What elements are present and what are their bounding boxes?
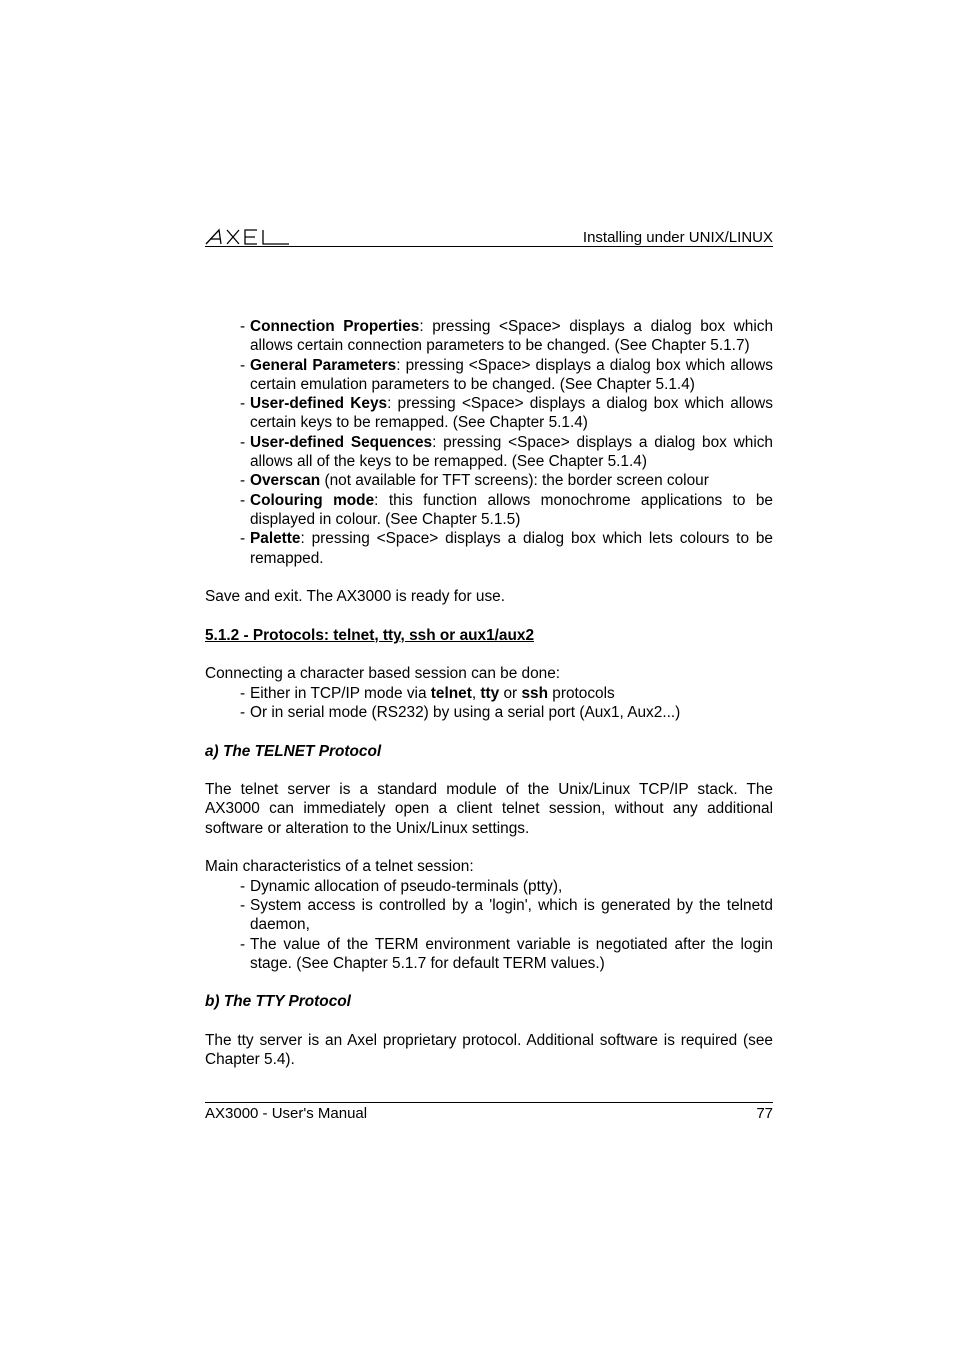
axel-logo-icon	[205, 226, 291, 246]
list-item: - The value of the TERM environment variable is negotiated after the login stage. (See Chapter 5.1.7 for default TERM values.)	[240, 935, 773, 972]
list-item: - Either in TCP/IP mode via telnet, tty or ssh protocols	[240, 684, 615, 702]
page-content	[205, 317, 773, 1070]
list-item: - General Parameters: pressing <Space> displays a dialog box which allows certain emulation parameters to be changed. (See Chapter 5.1.4)	[240, 356, 773, 393]
item-text: : pressing <Space> displays a dialog box which lets colours to be remapped.	[250, 530, 773, 567]
item-text: : this function allows monochrome applications to be displayed in colour. (See Chapter 5.1.5)	[250, 491, 773, 528]
list-item: - Dynamic allocation of pseudo-terminals (ptty),	[240, 877, 563, 895]
page-number: 77	[756, 1105, 773, 1122]
connect-intro: Connecting a character based session can be done:	[205, 665, 561, 683]
settings-list	[205, 317, 773, 568]
item-term: Palette	[250, 530, 301, 548]
telnet-heading: a) The TELNET Protocol	[205, 742, 382, 760]
item-term: Colouring mode	[250, 491, 375, 509]
list-item: - Palette: pressing <Space> displays a dialog box which lets colours to be remapped.	[240, 530, 773, 567]
tty-paragraph: The tty server is an Axel proprietary protocol. Additional software is required (see Chapter 5.4).	[205, 1031, 773, 1069]
footer-manual-title: AX3000 - User's Manual	[205, 1105, 368, 1122]
connect-list	[205, 684, 773, 723]
page-header	[205, 224, 773, 247]
list-item: - System access is controlled by a 'login', which is generated by the telnetd daemon,	[240, 896, 773, 934]
item-term: Connection Properties	[250, 318, 420, 335]
page-footer	[205, 1102, 773, 1122]
telnet-list	[205, 877, 773, 973]
list-item: - User-defined Keys: pressing <Space> displays a dialog box which allows certain keys to be remapped. (See Chapter 5.1.4)	[240, 395, 773, 432]
header-title: Installing under UNIX/LINUX	[582, 229, 773, 246]
item-text: : pressing <Space> displays a dialog box which allows certain keys to be remapped. (See Chapter 5.1.4)	[250, 395, 773, 432]
telnet-paragraph: The telnet server is a standard module of the Unix/Linux TCP/IP stack. The AX3000 can immediately open a client telnet session, without any additional software or alteration to the Unix/Linux settings.	[205, 781, 773, 837]
item-term: User-defined Keys	[250, 395, 388, 413]
telnet-characteristics-intro: Main characteristics of a telnet session:	[205, 858, 474, 876]
list-item: - Overscan (not available for TFT screens): the border screen colour	[240, 472, 709, 490]
list-item: - Or in serial mode (RS232) by using a serial port (Aux1, Aux2...)	[240, 703, 681, 721]
item-term: Overscan	[250, 472, 321, 490]
section-heading: 5.1.2 - Protocols: telnet, tty, ssh or aux1/aux2	[205, 626, 535, 644]
item-text: : pressing <Space> displays a dialog box which allows all of the keys to be remapped. (See Chapter 5.1.4)	[250, 433, 773, 471]
item-term: User-defined Sequences	[250, 433, 433, 451]
item-text: (not available for TFT screens): the border screen colour	[320, 472, 709, 490]
list-item: - Colouring mode: this function allows monochrome applications to be displayed in colour. (See Chapter 5.1.5)	[240, 491, 773, 528]
list-item: - User-defined Sequences: pressing <Space> displays a dialog box which allows all of the keys to be remapped. (See Chapter 5.1.4)	[240, 433, 773, 471]
item-text: : pressing <Space> displays a dialog box which allows certain connection parameters to be changed. (See Chapter 5.1.7)	[250, 318, 774, 355]
list-item: - Connection Properties: pressing <Space> displays a dialog box which allows certain connection parameters to be changed. (See Chapter 5.1.7)	[240, 318, 774, 355]
item-term: General Parameters	[250, 356, 397, 374]
save-exit-text: Save and exit. The AX3000 is ready for use.	[205, 588, 506, 606]
tty-heading: b) The TTY Protocol	[205, 993, 351, 1011]
item-text: : pressing <Space> displays a dialog box which allows certain emulation parameters to be changed. (See Chapter 5.1.4)	[250, 356, 773, 393]
